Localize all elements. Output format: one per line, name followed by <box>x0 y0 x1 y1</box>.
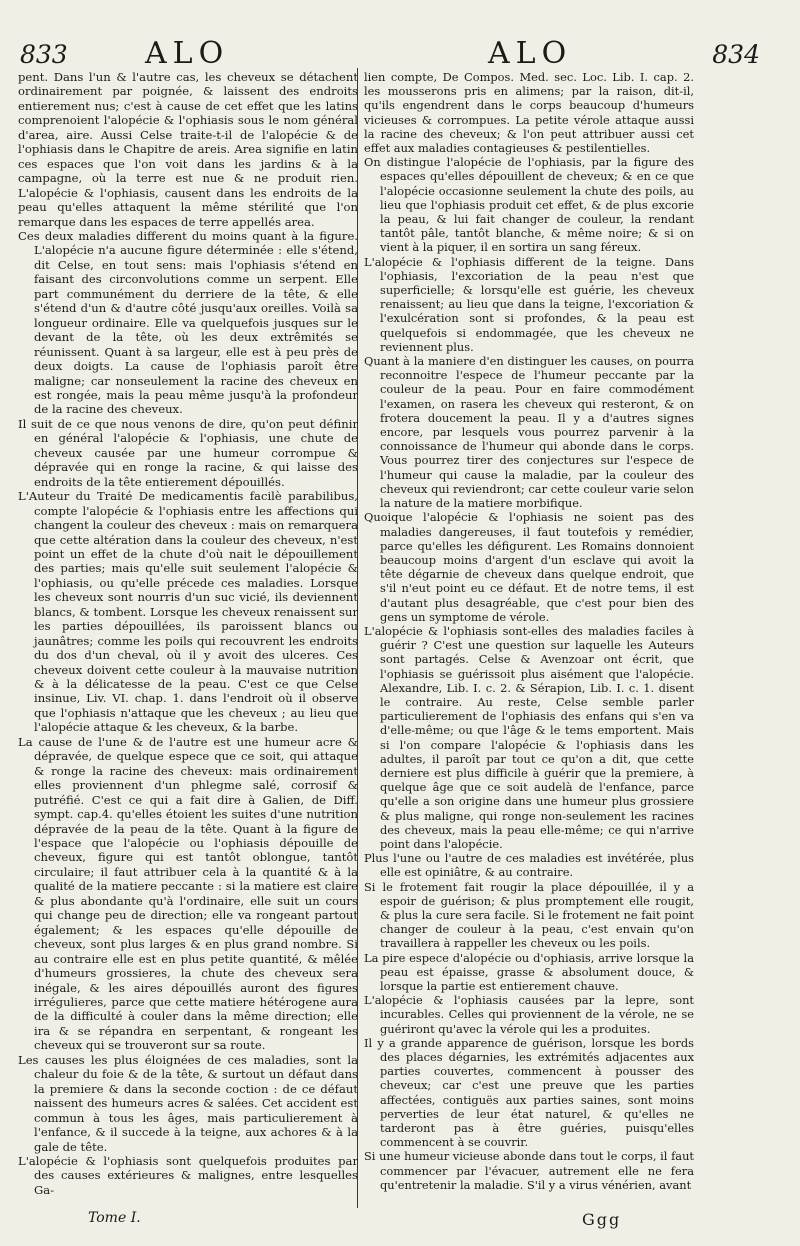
paragraph: Si le frotement fait rougir la place dépouillée, il y a espoir de guérison; & plus promptement elle rougit, & plus la cure sera facile. Si le frotement ne fait point changer de couleur à la peau, c'est envain qu'on travaillera à rappeller les cheveux ou les poils. <box>364 879 694 951</box>
paragraph: lien compte, De Compos. Med. sec. Loc. Lib. I. cap. 2. les mousserons pris en alimens; par la raison, dit-il, qu'ils engendrent dans le corps beaucoup d'humeurs vicieuses & corrompues. La petite vérole attaque aussi la racine des cheveux; & l'on peut attribuer aussi cet effet aux maladies contagieuses & pestilentielles. <box>364 70 694 156</box>
paragraph: Quoique l'alopécie & l'ophiasis ne soient pas des maladies dangereuses, il faut toutefois y remédier, parce qu'elles les défigurent. Les Romains donnoient beaucoup moins d'argent d'un esclave qui avoit la tête dégarnie de cheveux dans quelque endroit, que s'il n'eut point eu ce défaut. Et de notre tems, il est d'autant plus desagréable, que c'est pour bien des gens un symptome de vérole. <box>364 510 694 624</box>
page-number-left: 833 <box>20 40 68 69</box>
paragraph: Les causes les plus éloignées de ces maladies, sont la chaleur du foie & de la tête, & surtout un défaut dans la premiere & dans la seconde coction : de ce défaut naissent des humeurs acres & salées. Cet accident est commun à tous les âges, mais particulierement à l'enfance, & il succede à la teigne, aux achores & à la gale de tête. <box>18 1052 358 1154</box>
paragraph: Ces deux maladies different du moins quant à la figure. L'alopécie n'a aucune figure déterminée : elle s'étend, dit Celse, en tout sens: mais l'ophiasis s'étend en faisant des circonvolutions comme un serpent. Elle part communément du derriere de la tête, & elle s'étend d'un & d'autre côté jusqu'aux oreilles. Voilà sa longueur ordinaire. Elle va quelquefois jusques sur le devant de la tête, où les deux extrêmités se réunissent. Quant à sa largeur, elle est à peu près de deux doigts. La cause de l'ophiasis paroît être maligne; car nonseulement la racine des cheveux en est rongée, mais la peau même jusqu'à la profondeur de la racine des cheveux. <box>18 228 358 417</box>
right-column <box>364 70 694 1192</box>
running-head-left: ALO <box>145 36 230 71</box>
paragraph: La cause de l'une & de l'autre est une humeur acre & dépravée, de quelque espece que ce soit, qui attaque & ronge la racine des cheveux: mais ordinairement elles proviennent d'un phlegme salé, corrosif & putréfié. C'est ce qui a fait dire à Galien, de Diff. sympt. cap.4. qu'elles étoient les suites d'une nutrition dépravée de la peau de la tête. Quant à la figure de l'espace que l'alopécie ou l'ophiasis dépouille de cheveux, figure qui est tantôt oblongue, tantôt circulaire; il faut attribuer cela à la quantité & à la qualité de la matiere peccante : si la matiere est claire & plus abondante qu'à l'ordinaire, elle suit un cours qui change peu de direction; elle va rongeant partout également; & les espaces qu'elle dépouille de cheveux, sont plus larges & en plus grand nombre. Si au contraire elle est en plus petite quantité, & mêlée d'humeurs grossieres, la chute des cheveux sera inégale, & les aires dépouillés auront des figures irrégulieres, parce que cette matiere hétérogene aura de la difficulté à couler dans la même direction; elle ira & se répandra en serpentant, & rongeant les cheveux qui se trouveront sur sa route. <box>18 734 358 1053</box>
paragraph: L'alopécie & l'ophiasis different de la teigne. Dans l'ophiasis, l'excoriation de la peau n'est que superficielle; & lorsqu'elle est guérie, les cheveux renaissent; au lieu que dans la teigne, l'excoriation & l'exulcération sont si profondes, & la peau est quelquefois si endommagée, que les cheveux ne reviennent plus. <box>364 254 694 354</box>
paragraph: L'alopécie & l'ophiasis causées par la lepre, sont incurables. Celles qui proviennent de la vérole, ne se guériront qu'avec la vérole qui les a produites. <box>364 993 694 1036</box>
paragraph: Plus l'une ou l'autre de ces maladies est invétérée, plus elle est opiniâtre, & au contraire. <box>364 851 694 880</box>
paragraph: L'alopécie & l'ophiasis sont-elles des maladies faciles à guérir ? C'est une question sur laquelle les Auteurs sont partagés. Celse & Avenzoar ont écrit, que l'ophiasis se guérissoit plus aisément que l'alopécie. Alexandre, Lib. I. c. 2. & Sérapion, Lib. I. c. 1. disent le contraire. Au reste, Celse semble parler particulierement de l'ophiasis des enfans qui s'en va d'elle-même; ou que l'âge & le tems emportent. Mais si l'on compare l'alopécie & l'ophiasis dans les adultes, il paroît par tout ce qu'on a dit, que cette derniere est plus difficile à guérir que la premiere, à quelque âge que ce soit audelà de l'enfance, parce qu'elle a son origine dans une humeur plus grossiere & plus maligne, qui ronge non-seulement les racines des cheveux, mais la peau elle-même; ce qui n'arrive point dans l'alopécie. <box>364 623 694 851</box>
paragraph: Il y a grande apparence de guérison, lorsque les bords des places dégarnies, les extrémités adjacentes aux parties couvertes, commencent à pousser des cheveux; car c'est une preuve que les parties affectées, contiguës aux parties saines, sont moins perverties de leur état naturel, & qu'elles ne tarderont pas à être guéries, puisqu'elles commencent à se couvrir. <box>364 1035 694 1150</box>
signature-mark: Ggg <box>582 1210 622 1229</box>
volume-label: Tome I. <box>88 1210 141 1226</box>
running-head-right: ALO <box>488 36 573 71</box>
paragraph: Quant à la maniere d'en distinguer les causes, on pourra reconnoitre l'espece de l'humeur peccante par la couleur de la peau. Pour en faire commodément l'examen, on rasera les cheveux qui resteront, & on frotera doucement la peau. Il y a d'autres signes encore, par lesquels vous pourrez parvenir à la connoissance de l'humeur qui abonde dans le corps. Vous pourrez tirer des conjectures sur l'espece de l'humeur qui cause la maladie, par la couleur des cheveux qui reviendront; car cette couleur varie selon la nature de la matiere morbifique. <box>364 354 694 511</box>
paragraph: L'alopécie & l'ophiasis sont quelquefois produites par des causes extérieures & malignes, entre lesquelles Ga- <box>18 1153 358 1197</box>
paragraph: On distingue l'alopécie de l'ophiasis, par la figure des espaces qu'elles dépouillent de cheveux; & en ce que l'alopécie occasionne seulement la chute des poils, au lieu que l'ophiasis produit cet effet, & de plus excorie la peau, & lui fait changer de couleur, la rendant tantôt pâle, tantôt blanche, & même noire; & si on vient à la piquer, il en sortira un sang féreux. <box>364 155 694 255</box>
paragraph: La pire espece d'alopécie ou d'ophiasis, arrive lorsque la peau est épaisse, grasse & absolument douce, & lorsque la partie est entierement chauve. <box>364 950 694 993</box>
paragraph: Si une humeur vicieuse abonde dans tout le corps, il faut commencer par l'évacuer, autrement elle ne fera qu'entretenir la maladie. S'il y a virus vénérien, avant <box>364 1149 694 1192</box>
paragraph: Il suit de ce que nous venons de dire, qu'on peut définir en général l'alopécie & l'ophiasis, une chute de cheveux causée par une humeur corrompue & dépravée qui en ronge la racine, & qui laisse des endroits de la tête entierement dépouillés. <box>18 416 358 489</box>
paragraph: L'Auteur du Traité De medicamentis facilè parabilibus, compte l'alopécie & l'ophiasis entre les affections qui changent la couleur des cheveux : mais on remarquera que cette altération dans la couleur des cheveux, n'est point un effet de la chute d'où nait le dépouillement des parties; mais qu'elle suit seulement l'alopécie & l'ophiasis, ou qu'elle précede ces maladies. Lorsque les cheveux sont nourris d'un suc vicié, ils deviennent blancs, & tombent. Lorsque les cheveux renaissent sur les parties dépouillées, ils paroissent blancs ou jaunâtres; comme les poils qui recouvrent les endroits du dos d'un cheval, où il y avoit des ulceres. Ces cheveux doivent cette couleur à la mauvaise nutrition & à la délicatesse de la peau. C'est ce que Celse insinue, Liv. VI. chap. 1. dans l'endroit où il observe que l'ophiasis n'attaque que les cheveux ; au lieu que l'alopécie attaque & les cheveux, & la barbe. <box>18 489 358 735</box>
page-number-right: 834 <box>712 40 760 69</box>
paragraph: pent. Dans l'un & l'autre cas, les cheveux se détachent ordinairement par poignée, & laissent des endroits entierement nus; c'est à cause de cet effet que les latins comprenoient l'alopécie & l'ophiasis sous le nom général d'area, aire. Aussi Celse traite-t-il de l'alopécie & de l'ophiasis dans le Chapitre de areis. Area signifie en latin ces espaces que l'on voit dans les jardins & à la campagne, où la terre est nue & ne produit rien. L'alopécie & l'ophiasis, causent dans les endroits de la peau qu'elles attaquent la même stérilité que l'on remarque dans les espaces de terre appellés area. <box>18 70 358 229</box>
left-column <box>18 70 358 1197</box>
